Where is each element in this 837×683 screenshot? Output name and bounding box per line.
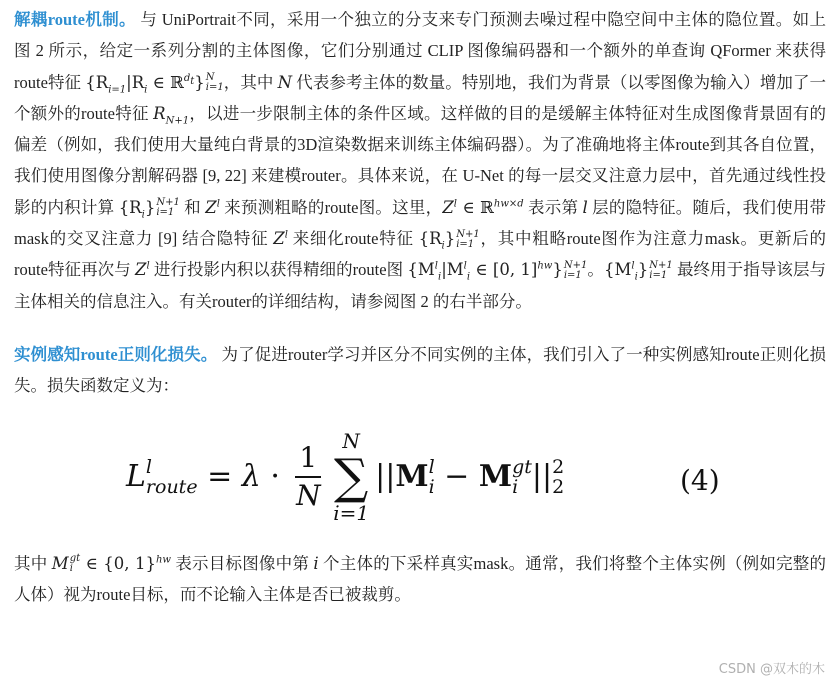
text: 最终用于指导该层与主体相关的信息注入。有关router的详细结构，请参阅图 2 的右半部分。 [14, 260, 827, 311]
math-l: l [582, 197, 588, 217]
math-zl-2: $Z^l$ [273, 229, 288, 249]
equation-route-loss [14, 420, 826, 540]
article [14, 4, 826, 610]
math-route-features: {$R_{i=1}|R_i$ ∈ ℝ$^{d_t}$} N i=1 [85, 72, 224, 95]
math-i: i [313, 553, 319, 573]
math-n: N [277, 72, 293, 92]
math-mgt: M gt i ∈ {0, 1}$^{hw}$ [51, 553, 171, 575]
text: ，其中 [223, 72, 278, 92]
text: 来细化route特征 [287, 229, 419, 249]
equation-fraction: $\frac{1}{N}$ [296, 440, 321, 512]
text: 表示目标图像中第 [170, 553, 314, 573]
text: 进行投影内积以获得精细的route图 [149, 260, 408, 280]
math-route-set: $\{R_i\}$ N+1 i=1 [118, 197, 180, 221]
math-route-map-set: $\{M^l_i\}$ N+1 i=1 [603, 259, 673, 283]
text: 其中 [14, 553, 52, 573]
text: ，其中粗略route图作为注意力mask。更新后的route特征再次与 [14, 229, 826, 280]
math-zl-space: $Z^l$ ∈ ℝ$^{hw\times d}$ [442, 197, 524, 217]
paragraph-routing-mechanism [14, 4, 826, 317]
section-heading-routing: 解耦route机制。 [14, 10, 136, 29]
section-heading-loss: 实例感知route正则化损失。 [14, 344, 218, 364]
math-zl: $Z^l$ [205, 197, 220, 217]
math-background-route: $R_{N+1}$ [153, 103, 190, 127]
text: 表示第 [523, 197, 583, 217]
text: 和 [179, 197, 206, 217]
math-route-map: {$M^l_i|M^l_i$ ∈ [0, 1]$^{hw}$} N+1 i=1 [407, 259, 588, 283]
text: 个主体的下采样真实mask。通常，我们将整个主体实例（例如完整的人体）视为route目标，而不论输入主体是否已被裁剪。 [14, 553, 827, 604]
text: 为了促进router学习并区分不同实例的主体，我们引入了一种实例感知route正则化损失。损失函数定义为： [14, 344, 826, 396]
text: 与 UniPortrait不同，采用一个独立的分支来专门预测去噪过程中隐空间中主体的隐位置。如上图 2 所示，给定一系列分割的主体图像，它们分别通过 CLIP 图像编码器和一个额外的单查询 QFormer 来获得route特征 [14, 10, 826, 92]
text: 层的隐特征。随后，我们使用带mask的交叉注意力 [9] 结合隐特征 [14, 197, 827, 249]
text: ，以进一步限制主体的条件区域。这样做的目的是缓解主体特征对生成图像背景固有的偏差（例如，我们使用大量纯白背景的3D渲染数据来训练主体编码器）。为了准确地将主体route到其各自位置，我们使用图像分割解码器 [9, 22] 来建模router。具体来说，在 U-Net 的每一层交叉注意力层中，首先通过线性投影的内积计算 [14, 103, 827, 217]
text: 。 [587, 260, 604, 280]
math-zl-3: $Z^l$ [135, 260, 150, 280]
text: 代表参考主体的数量。特别地，我们为背景（以零图像为输入）增加了一个额外的route特征 [14, 72, 827, 123]
math-route-set-2: $\{R_i\}$ N+1 i=1 [418, 228, 480, 252]
paragraph-ground-truth [14, 548, 826, 611]
equation-number: (4) [680, 463, 720, 497]
text: 来预测粗略的route图。这里， [219, 197, 443, 217]
equation-body: L l route = λ · $\frac{1}{N}$ N ∑ i=1 || M l i − M gt i || 2 2 [126, 428, 565, 525]
paragraph-instance-aware-loss [14, 339, 826, 402]
equation-summation: N ∑ i=1 [333, 428, 370, 525]
watermark: CSDN @双木的木 [718, 662, 825, 677]
